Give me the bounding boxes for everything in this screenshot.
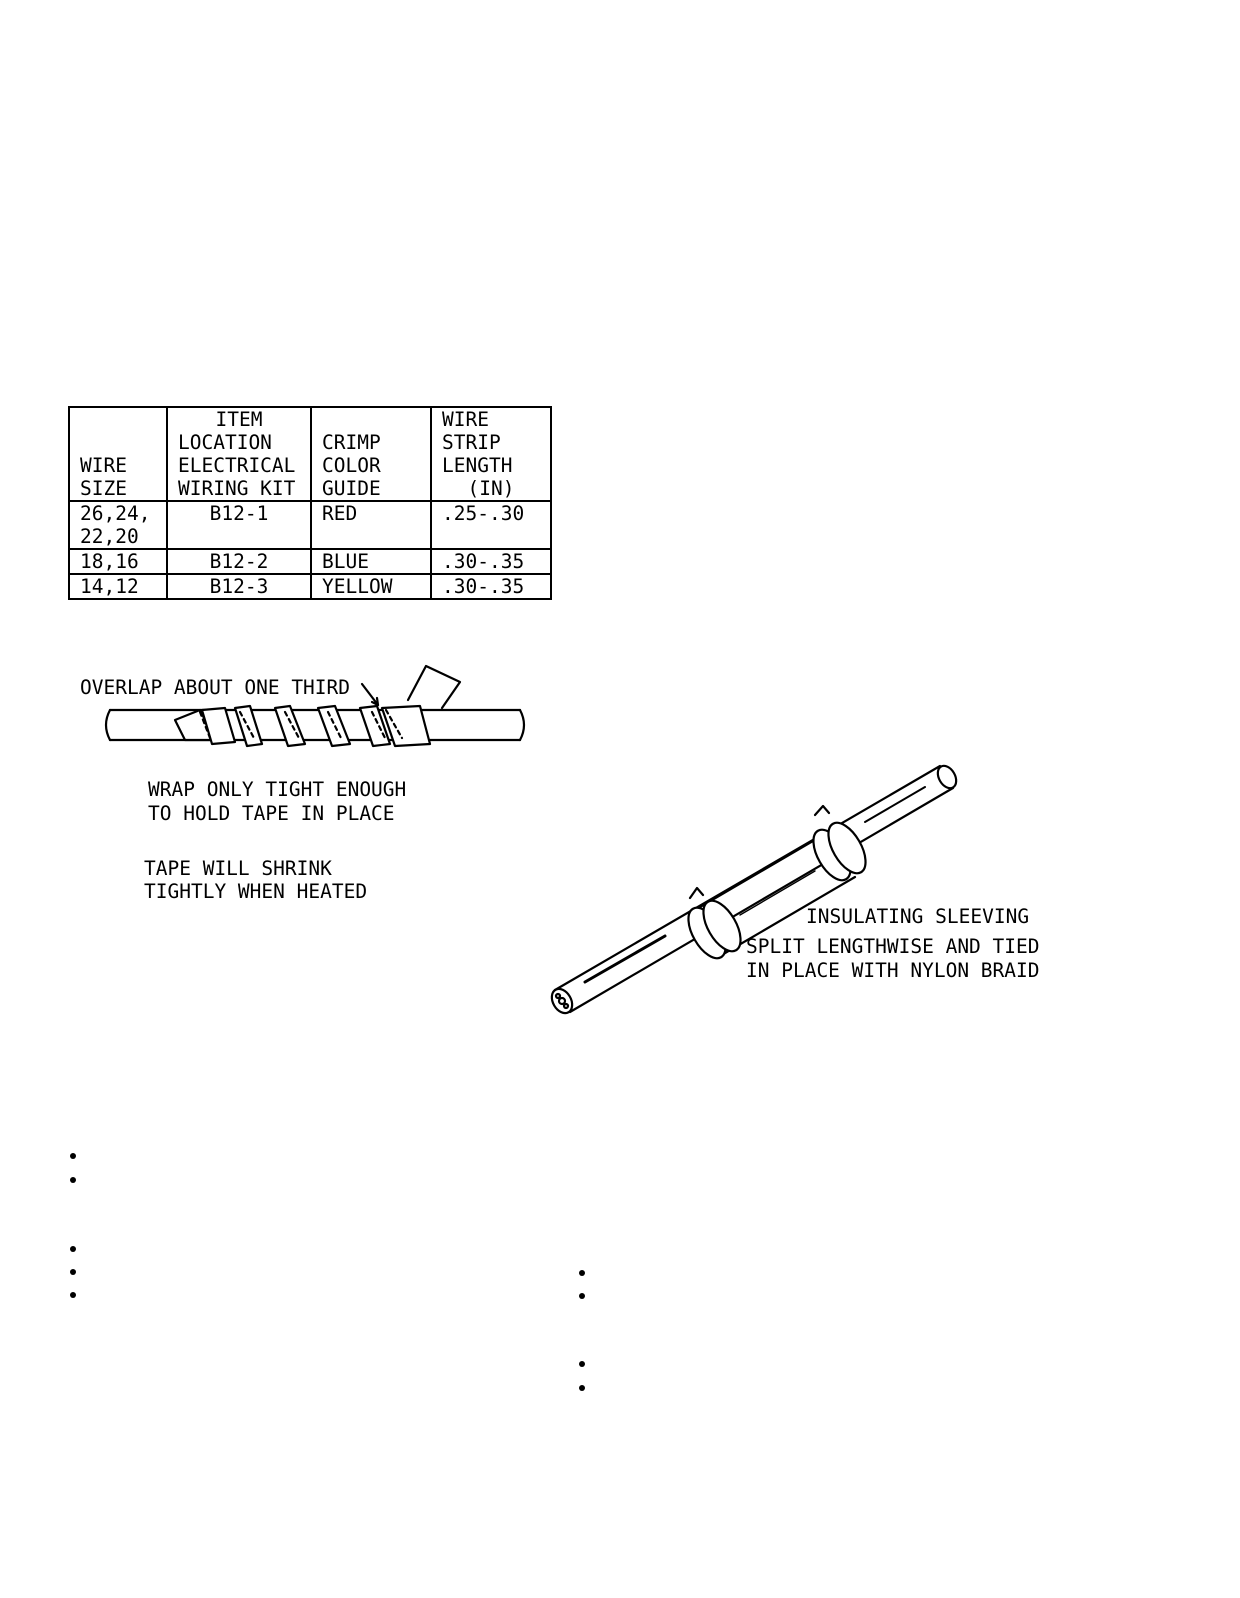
bullet-point [70,1153,76,1159]
cell-length: .25-.30 [431,501,551,549]
wrap-note-line-2: TO HOLD TAPE IN PLACE [148,802,395,825]
cell-location: B12-1 [167,501,311,549]
cell-color: RED [311,501,431,549]
shrink-note-line-2: TIGHTLY WHEN HEATED [144,880,368,903]
cell-location: B12-2 [167,549,311,574]
header-item-location: ITEM LOCATION ELECTRICAL WIRING KIT [167,407,311,501]
cell-length: .30-.35 [431,549,551,574]
header-wire-size: WIRE SIZE [69,407,167,501]
sleeve-note-line-1: SPLIT LENGTHWISE AND TIED [746,935,1040,958]
wrap-note-line-1: WRAP ONLY TIGHT ENOUGH [148,778,407,801]
cell-wire-size: 18,16 [69,549,167,574]
cell-wire-size: 26,24, 22,20 [69,501,167,549]
bullet-point [579,1270,585,1276]
cell-wire-size: 14,12 [69,574,167,599]
bullet-point [70,1292,76,1298]
bullet-point [579,1385,585,1391]
cell-location: B12-3 [167,574,311,599]
table-row [69,574,551,599]
wire-crimp-table [68,406,552,600]
bullet-point [579,1293,585,1299]
header-crimp-color: CRIMP COLOR GUIDE [311,407,431,501]
cell-color: BLUE [311,549,431,574]
tape-wrap-illustration [90,660,540,760]
cell-color: YELLOW [311,574,431,599]
bullet-point [70,1246,76,1252]
bullet-point [70,1269,76,1275]
sleeve-title: INSULATING SLEEVING [806,905,1030,928]
insulating-sleeve-illustration [545,760,965,1025]
header-strip-length: WIRE STRIP LENGTH (IN) [431,407,551,501]
cell-length: .30-.35 [431,574,551,599]
bullet-point [579,1361,585,1367]
sleeve-note-line-2: IN PLACE WITH NYLON BRAID [746,959,1040,982]
overlap-label: OVERLAP ABOUT ONE THIRD [80,676,351,699]
table-row [69,549,551,574]
shrink-note-line-1: TAPE WILL SHRINK [144,857,332,880]
bullet-point [70,1177,76,1183]
table-row [69,501,551,549]
table-header-row [69,407,551,501]
